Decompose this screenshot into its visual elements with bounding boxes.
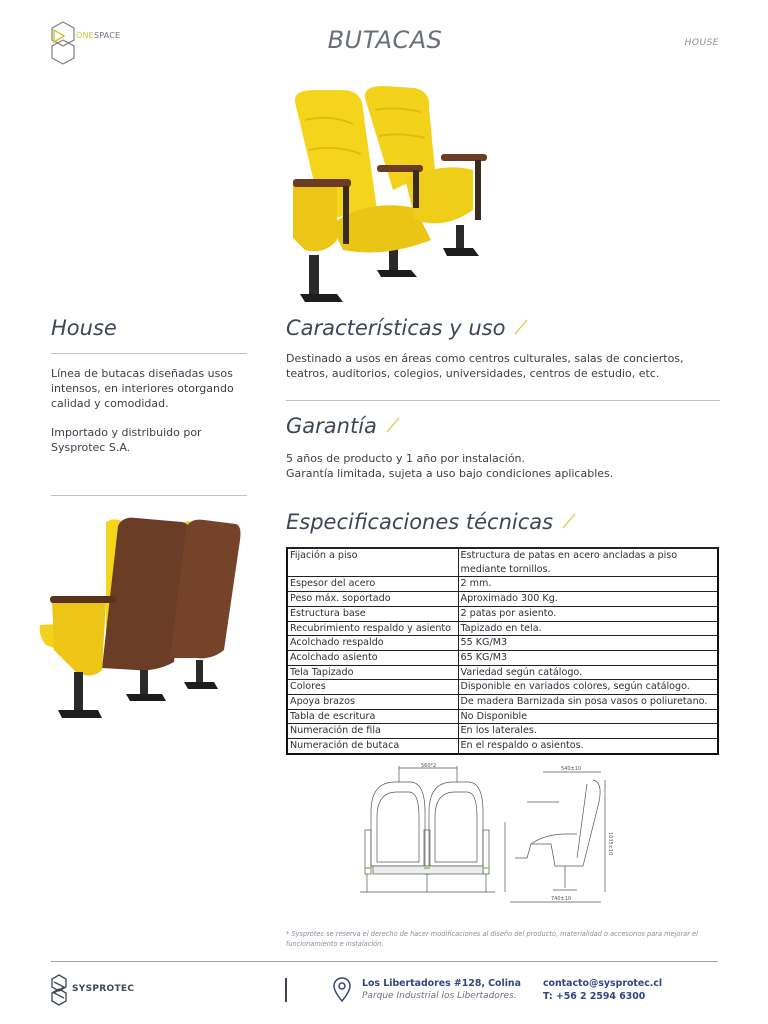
spec-value: No Disponible: [458, 709, 718, 724]
spec-value: Aproximado 300 Kg.: [458, 592, 718, 607]
warranty-line-1: 5 años de producto y 1 año por instalación.: [286, 452, 526, 465]
spec-value: En el respaldo o asientos.: [458, 739, 718, 754]
chair-back-image: [36, 510, 246, 725]
spec-value: Disponible en variados colores, según catálogo.: [458, 680, 718, 695]
spec-row: [287, 680, 718, 695]
features-heading: Características y uso: [286, 316, 529, 340]
spec-row: [287, 548, 718, 577]
location-pin-icon: [333, 977, 351, 1003]
specs-table: [286, 547, 719, 755]
warranty-heading: Garantía: [286, 414, 401, 438]
spec-row: [287, 709, 718, 724]
brand-space: SPACE: [93, 31, 121, 40]
spec-value: 2 patas por asiento.: [458, 606, 718, 621]
spec-value: Variedad según catálogo.: [458, 665, 718, 680]
specs-heading: Especificaciones técnicas: [286, 510, 577, 534]
spec-row: [287, 621, 718, 636]
spec-value: 55 KG/M3: [458, 636, 718, 651]
spec-key: Fijación a piso: [287, 548, 458, 577]
address-line-2: Parque Industrial los Libertadores.: [362, 991, 517, 1001]
contact-phone[interactable]: T: +56 2 2594 6300: [543, 991, 646, 1002]
sysprotec-logo: [50, 973, 140, 1007]
spec-key: Recubrimiento respaldo y asiento: [287, 621, 458, 636]
page-title: BUTACAS: [327, 26, 443, 54]
slash-accent-icon: [561, 513, 577, 529]
warranty-line-2: Garantía limitada, sujeta a uso bajo condiciones aplicables.: [286, 467, 614, 480]
footer-divider: [51, 961, 718, 962]
features-divider: [286, 400, 720, 401]
spec-row: [287, 636, 718, 651]
features-text: Destinado a usos en áreas como centros culturales, salas de conciertos, teatros, auditorios, colegios, universidades, centros de estudio, etc.: [286, 352, 684, 380]
spec-key: Apoya brazos: [287, 695, 458, 710]
spec-value: De madera Barnizada sin posa vasos o poliuretano.: [458, 695, 718, 710]
spec-value: Tapizado en tela.: [458, 621, 718, 636]
spec-key: Numeración de fila: [287, 724, 458, 739]
drawing-depth-bottom-label: 740±10: [551, 896, 572, 902]
spec-key: Tabla de escritura: [287, 709, 458, 724]
spec-row: [287, 739, 718, 754]
distribution-note: Importado y distribuido por Sysprotec S.A.: [51, 426, 202, 454]
left-divider-bottom: [51, 495, 247, 496]
model-description: Línea de butacas diseñadas usos intensos, en interiores otorgando calidad y comodidad.: [51, 367, 234, 410]
model-heading: House: [51, 316, 117, 340]
contact-email[interactable]: contacto@sysprotec.cl: [543, 978, 663, 989]
drawing-depth-top-label: 540±10: [561, 766, 582, 772]
sysprotec-wordmark: SYSPROTEC: [72, 984, 135, 994]
spec-value: 2 mm.: [458, 577, 718, 592]
model-tag: HOUSE: [684, 38, 719, 48]
slash-accent-icon: [513, 319, 529, 335]
spec-key: Tela Tapizado: [287, 665, 458, 680]
spec-row: [287, 592, 718, 607]
spec-key: Colores: [287, 680, 458, 695]
spec-row: [287, 650, 718, 665]
disclaimer: * Sysprotec se reserva el derecho de hacer modificaciones al diseño del producto, materialidad o accesorios para mejorar el funcionamiento e instalación.: [286, 930, 698, 948]
drawing-width-label: 560*2: [421, 763, 437, 769]
slash-accent-icon: [385, 417, 401, 433]
spec-value: 65 KG/M3: [458, 650, 718, 665]
spec-value: En los laterales.: [458, 724, 718, 739]
spec-row: [287, 724, 718, 739]
spec-row: [287, 577, 718, 592]
brand-one: ONE: [76, 31, 94, 40]
spec-key: Espesor del acero: [287, 577, 458, 592]
spec-key: Acolchado asiento: [287, 650, 458, 665]
spec-row: [287, 695, 718, 710]
footer-separator: [285, 978, 287, 1002]
spec-key: Estructura base: [287, 606, 458, 621]
spec-key: Acolchado respaldo: [287, 636, 458, 651]
spec-row: [287, 665, 718, 680]
chair-front-image: [265, 80, 515, 305]
sysprotec-logo-icon: [50, 973, 68, 1007]
spec-key: Numeración de butaca: [287, 739, 458, 754]
technical-drawing: [355, 762, 613, 902]
spec-value: Estructura de patas en acero ancladas a piso mediante tornillos.: [458, 548, 718, 577]
spec-row: [287, 606, 718, 621]
left-divider-top: [51, 353, 247, 354]
spec-key: Peso máx. soportado: [287, 592, 458, 607]
address-line-1: Los Libertadores #128, Colina: [362, 978, 521, 989]
drawing-height-label: 1035±10: [607, 832, 613, 856]
